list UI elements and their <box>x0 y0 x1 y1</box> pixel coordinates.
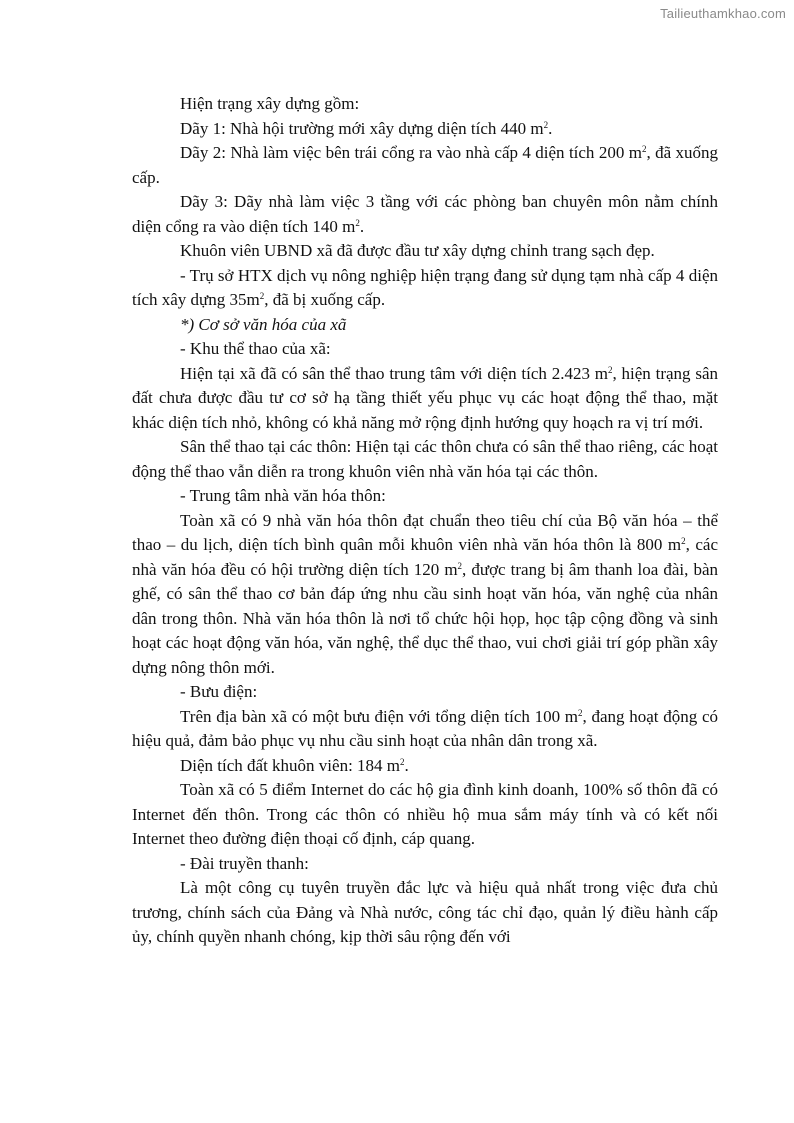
paragraph <box>132 435 718 484</box>
superscript: 2 <box>607 364 613 375</box>
paragraph <box>132 754 718 779</box>
paragraph <box>132 117 718 142</box>
paragraph <box>132 705 718 754</box>
paragraph <box>132 778 718 852</box>
paragraph-text: Toàn xã có 5 điểm Internet do các hộ gia đình kinh doanh, 100% số thôn đã có Internet đến thôn. Trong các thôn có nhiều hộ mua sắm máy tính và có kết nối Internet theo đường điện thoại cố định, cáp quang. <box>132 780 718 848</box>
paragraph <box>132 876 718 950</box>
superscript: 2 <box>457 560 463 571</box>
paragraph-text: , đang hoạt động có hiệu quả, đảm bảo phục vụ nhu cầu sinh hoạt của nhân dân trong xã. <box>132 706 718 750</box>
paragraph <box>132 141 718 190</box>
paragraph-text: Khuôn viên UBND xã đã được đầu tư xây dựng chỉnh trang sạch đẹp. <box>180 241 655 260</box>
paragraph <box>132 190 718 239</box>
paragraph-text: , đã xuống cấp. <box>132 143 719 187</box>
paragraph <box>132 337 718 362</box>
watermark-text: Tailieuthamkhao.com <box>660 6 786 21</box>
paragraph-text: Toàn xã có 9 nhà văn hóa thôn đạt chuẩn theo tiêu chí của Bộ văn hóa – thể thao – du lịch, diện tích bình quân mỗi khuôn viên nhà văn hóa thôn là 800 m <box>132 510 718 554</box>
paragraph <box>132 852 718 877</box>
superscript: 2 <box>681 536 686 546</box>
paragraph <box>132 362 718 436</box>
section-heading <box>132 313 718 338</box>
paragraph-text: Là một công cụ tuyên truyền đắc lực và hiệu quả nhất trong việc đưa chủ trương, chính sách của Đảng và Nhà nước, công tác chỉ đạo, quản lý điều hành cấp ủy, chính quyền nhanh chóng, kịp thời sâu rộng đến với <box>132 878 718 946</box>
paragraph-text: Diện tích đất khuôn viên: 184 m <box>180 755 401 775</box>
paragraph-text: , đã bị xuống cấp. <box>264 290 386 309</box>
paragraph-text: Dãy 1: Nhà hội trường mới xây dựng diện tích 440 m <box>180 118 544 138</box>
paragraph-text: , hiện trạng sân đất chưa được đầu tư cơ sở hạ tầng thiết yếu phục vụ các hoạt động thể thao, mặt khác diện tích nhỏ, không có khả năng mở rộng định hướng quy hoạch ra vị trí mới. <box>132 363 718 432</box>
paragraph <box>132 92 718 117</box>
paragraph-text: . <box>404 755 409 775</box>
paragraph-text: - Trụ sở HTX dịch vụ nông nghiệp hiện trạng đang sử dụng tạm nhà cấp 4 diện tích xây dựng 35m <box>132 265 718 309</box>
superscript: 2 <box>543 119 549 130</box>
paragraph-text: . <box>359 216 365 236</box>
paragraph-text: - Khu thể thao của xã: <box>180 339 331 358</box>
paragraph <box>132 239 718 264</box>
paragraph-text: *) Cơ sở văn hóa của xã <box>180 314 347 334</box>
paragraph-text: , các nhà văn hóa đều có hội trường diện tích 120 m <box>132 535 718 579</box>
document-body <box>132 92 718 950</box>
paragraph <box>132 509 718 681</box>
paragraph-text: Hiện tại xã đã có sân thể thao trung tâm với diện tích 2.423 m <box>180 363 608 383</box>
paragraph <box>132 484 718 509</box>
paragraph-text: . <box>548 118 553 138</box>
paragraph-text: , được trang bị âm thanh loa đài, bàn ghế, có sân thể thao cơ bản đáp ứng nhu cầu sinh hoạt văn hóa, văn nghệ của nhân dân trong thôn. Nhà văn hóa thôn là nơi tổ chức hội họp, học tập cộng đồng và sinh hoạt các hoạt động văn hóa, văn nghệ, thể dục thể thao, vui chơi giải trí góp phần xây dựng nông thôn mới. <box>132 559 718 677</box>
superscript: 2 <box>400 756 405 767</box>
paragraph-text: - Đài truyền thanh: <box>180 853 309 873</box>
superscript: 2 <box>259 291 265 301</box>
paragraph <box>132 680 718 705</box>
paragraph-text: Trên địa bàn xã có một bưu điện với tổng diện tích 100 m <box>180 706 579 726</box>
paragraph <box>132 264 718 313</box>
superscript: 2 <box>641 144 647 154</box>
paragraph-text: - Trung tâm nhà văn hóa thôn: <box>180 486 386 505</box>
superscript: 2 <box>578 707 583 718</box>
paragraph-text: Dãy 2: Nhà làm việc bên trái cổng ra vào nhà cấp 4 diện tích 200 m <box>180 143 642 162</box>
superscript: 2 <box>355 217 360 228</box>
paragraph-text: Dãy 3: Dãy nhà làm việc 3 tầng với các phòng ban chuyên môn nằm chính diện cổng ra vào diện tích 140 m <box>132 192 718 236</box>
paragraph-text: Hiện trạng xây dựng gồm: <box>180 94 360 113</box>
paragraph-text: Sân thể thao tại các thôn: Hiện tại các thôn chưa có sân thể thao riêng, các hoạt động thể thao vẫn diễn ra trong khuôn viên nhà văn hóa tại các thôn. <box>132 437 718 481</box>
paragraph-text: - Bưu điện: <box>180 682 258 701</box>
